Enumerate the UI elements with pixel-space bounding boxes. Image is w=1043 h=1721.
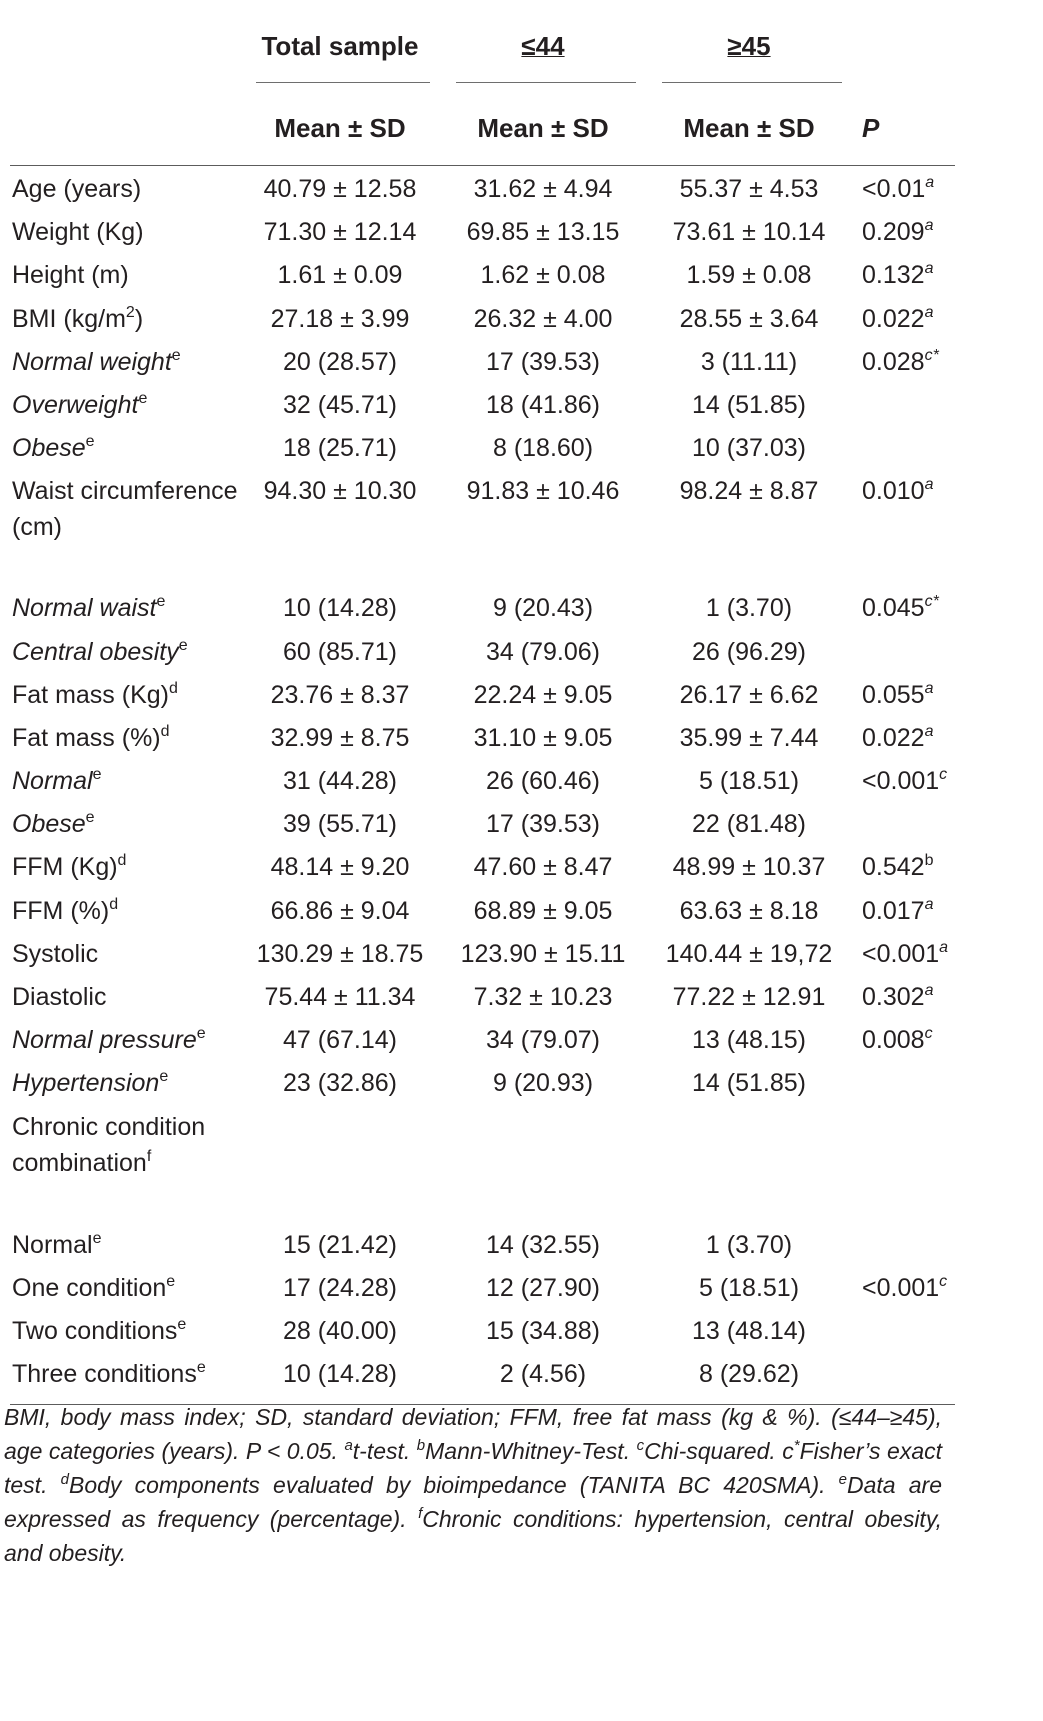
cell-g2: 48.99 ± 10.37 — [672, 853, 826, 882]
cell-p-value — [852, 801, 955, 844]
row-label — [10, 425, 240, 468]
cell-g1: 47.60 ± 8.47 — [473, 853, 613, 882]
cell-g2: 5 (18.51) — [698, 767, 800, 796]
cell-total: 10 (14.28) — [283, 594, 397, 623]
footnote-sup: d — [60, 1471, 69, 1488]
col-total-mean-sd: Mean ± SD — [274, 112, 406, 143]
cell-g1: 69.85 ± 13.15 — [466, 218, 620, 247]
footnote-sup: * — [793, 1437, 800, 1454]
row-label — [10, 974, 240, 1017]
row-label — [10, 468, 240, 585]
cell-p-value — [852, 1017, 955, 1060]
row-label-text: Normal — [12, 1230, 93, 1259]
row-label-text: Age (years) — [12, 175, 142, 203]
cell-p-value — [852, 209, 955, 252]
cell-p-value — [852, 339, 955, 382]
row-label-sup: d — [109, 895, 119, 913]
cell-p-value — [852, 1060, 955, 1103]
group-rule-row — [10, 74, 955, 91]
row-label-text: Waist circumference (cm) — [12, 477, 238, 542]
row-label-text: Normal pressure — [12, 1026, 197, 1055]
row-label-sup: d — [117, 852, 127, 870]
cell-p-value — [852, 758, 955, 801]
p-value-sup: c — [924, 1025, 933, 1043]
cell-total: 15 (21.42) — [283, 1230, 397, 1259]
cell-p-value — [852, 425, 955, 468]
row-label-text: Two conditions — [12, 1316, 178, 1345]
row-label-sup: d — [160, 722, 170, 740]
table-row — [10, 1017, 955, 1060]
cell-g1: 34 (79.07) — [486, 1026, 600, 1055]
table-row — [10, 844, 955, 887]
row-label-text: Overweight — [12, 390, 139, 419]
cell-p-value — [852, 1104, 955, 1222]
p-value-text: 0.008 — [862, 1026, 925, 1055]
cell-total: 60 (85.71) — [283, 637, 397, 666]
cell-g2: 14 (51.85) — [692, 1069, 806, 1098]
row-label-text: Obese — [12, 434, 86, 463]
row-label-sup: e — [177, 1315, 187, 1333]
cell-g2: 13 (48.15) — [692, 1026, 806, 1055]
p-value-sup: a — [924, 722, 934, 740]
p-value-text: <0.001 — [862, 1273, 940, 1302]
row-label — [10, 339, 240, 382]
table-row — [10, 715, 955, 758]
cell-g2: 26 (96.29) — [692, 637, 806, 666]
cell-total: 20 (28.57) — [283, 347, 397, 376]
row-label-sup: e — [178, 636, 188, 654]
footnote-text: BMI, body mass index; SD, standard deviation; FFM, free fat mass (kg & %). (≤44–≥45), age categories (years). P < 0.05. — [4, 1404, 942, 1464]
p-value-text: 0.010 — [862, 477, 925, 506]
p-value-sup: c — [939, 766, 948, 784]
row-label — [10, 209, 240, 252]
cell-p-value — [852, 468, 955, 585]
cell-g1: 9 (20.93) — [492, 1069, 594, 1098]
p-value-text: 0.022 — [862, 723, 925, 752]
cell-p-value — [852, 252, 955, 295]
table-row — [10, 585, 955, 628]
row-label-text: Diastolic — [12, 983, 107, 1011]
cell-total: 71.30 ± 12.14 — [263, 218, 417, 247]
row-label — [10, 629, 240, 672]
cell-g2: 5 (18.51) — [698, 1273, 800, 1302]
table-row — [10, 1351, 955, 1394]
footnote-text: Data are expressed as frequency (percentage). — [4, 1472, 943, 1532]
p-value-sup: a — [924, 982, 934, 999]
row-label-sup: e — [156, 593, 166, 611]
row-label-sup: e — [196, 1025, 206, 1043]
cell-g2: 73.61 ± 10.14 — [672, 218, 826, 247]
p-value-sup: a — [939, 938, 949, 956]
table-row — [10, 801, 955, 844]
cell-g1: 15 (34.88) — [486, 1316, 600, 1345]
table-row — [10, 382, 955, 425]
cell-g2: 63.63 ± 8.18 — [679, 896, 819, 925]
cell-total: 23 (32.86) — [283, 1069, 397, 1098]
row-label — [10, 166, 240, 209]
group-divider — [456, 82, 636, 83]
cell-g1: 31.10 ± 9.05 — [473, 723, 613, 752]
table-row — [10, 1222, 955, 1265]
empty-header-cell — [10, 18, 240, 74]
cell-p-value — [852, 974, 955, 1017]
cell-g1: 22.24 ± 9.05 — [473, 680, 613, 709]
row-label — [10, 672, 240, 715]
cell-g2: 1 (3.70) — [705, 1230, 793, 1259]
table-row — [10, 166, 955, 209]
group-age-ge45: ≥45 — [727, 30, 771, 61]
row-label — [10, 1265, 240, 1308]
row-label — [10, 1104, 240, 1222]
cell-total — [240, 1104, 440, 1222]
p-value-text: 0.132 — [862, 261, 925, 290]
cell-total: 130.29 ± 18.75 — [256, 939, 424, 968]
p-value-sup: a — [924, 217, 934, 235]
row-label-text: Hypertension — [12, 1069, 160, 1098]
row-label-text: Chronic condition combination — [12, 1112, 206, 1177]
p-value-sup: c* — [924, 593, 939, 611]
cell-g2: 8 (29.62) — [698, 1360, 800, 1389]
cell-g2: 35.99 ± 7.44 — [679, 723, 819, 752]
cell-p-value — [852, 672, 955, 715]
cell-total: 39 (55.71) — [283, 810, 397, 839]
cell-g1: 34 (79.06) — [486, 637, 600, 666]
cell-g2: 14 (51.85) — [692, 390, 806, 419]
col-le44-mean-sd: Mean ± SD — [477, 112, 609, 143]
cell-total: 17 (24.28) — [283, 1273, 397, 1302]
table-row — [10, 425, 955, 468]
cell-g1: 12 (27.90) — [486, 1273, 600, 1302]
row-label-text: Weight (Kg) — [12, 218, 144, 247]
group-age-le44: ≤44 — [521, 30, 565, 61]
cell-p-value — [852, 931, 955, 974]
col-p-value: P — [862, 112, 880, 143]
table-row — [10, 1265, 955, 1308]
cell-g1: 14 (32.55) — [486, 1230, 600, 1259]
cell-g2: 55.37 ± 4.53 — [679, 175, 819, 203]
row-label-text: Systolic — [12, 939, 99, 968]
row-label-sup: e — [85, 809, 95, 827]
cell-g2: 22 (81.48) — [692, 810, 806, 839]
row-label-sup: e — [166, 1272, 176, 1290]
row-label — [10, 382, 240, 425]
p-value-text: <0.01 — [862, 175, 926, 203]
p-value-text: 0.022 — [862, 304, 925, 333]
table-row — [10, 1060, 955, 1103]
p-value-sup: b — [924, 852, 934, 870]
cell-total: 40.79 ± 12.58 — [263, 175, 417, 203]
cell-g1: 17 (39.53) — [486, 347, 600, 376]
row-label-sup: e — [159, 1068, 169, 1086]
footnote-text: Chi-squared. c — [644, 1438, 794, 1464]
cell-total: 32 (45.71) — [283, 390, 397, 419]
p-value-text: 0.028 — [862, 347, 925, 376]
p-value-text: <0.001 — [862, 767, 940, 796]
results-table — [10, 18, 955, 1405]
p-value-text: 0.209 — [862, 218, 925, 247]
cell-g2 — [646, 1104, 852, 1222]
group-divider — [662, 82, 842, 83]
p-value-sup: a — [925, 174, 935, 191]
col-ge45-mean-sd: Mean ± SD — [683, 112, 815, 143]
table-row — [10, 629, 955, 672]
table-row — [10, 672, 955, 715]
cell-g1: 68.89 ± 9.05 — [473, 896, 613, 925]
cell-g1: 9 (20.43) — [492, 594, 594, 623]
row-label — [10, 296, 240, 339]
footnote-sup: c — [636, 1437, 645, 1454]
table-row — [10, 468, 955, 585]
row-label-tail: ) — [134, 304, 144, 333]
column-header-row — [10, 91, 955, 166]
p-value-sup: a — [924, 476, 934, 494]
cell-g1: 8 (18.60) — [492, 434, 594, 463]
table-row — [10, 296, 955, 339]
cell-total: 66.86 ± 9.04 — [270, 896, 410, 925]
table-row — [10, 252, 955, 295]
row-label — [10, 1308, 240, 1351]
table-footnote — [4, 1400, 942, 1570]
row-label-sup: 2 — [125, 303, 135, 321]
row-label — [10, 801, 240, 844]
footnote-text: t-test. — [352, 1438, 417, 1464]
cell-total: 32.99 ± 8.75 — [270, 723, 410, 752]
p-value-sup: c — [939, 1272, 948, 1290]
cell-g2: 13 (48.14) — [692, 1316, 806, 1345]
p-value-sup: a — [924, 895, 934, 913]
cell-g2: 77.22 ± 12.91 — [672, 983, 826, 1011]
cell-p-value — [852, 585, 955, 628]
cell-g2: 1 (3.70) — [705, 594, 793, 623]
table-row — [10, 209, 955, 252]
cell-g2: 28.55 ± 3.64 — [679, 304, 819, 333]
row-label-sup: e — [138, 389, 148, 407]
footnote-sup: b — [416, 1437, 426, 1454]
cell-g2: 1.59 ± 0.08 — [686, 261, 812, 290]
cell-p-value — [852, 888, 955, 931]
p-value-text: 0.542 — [862, 853, 925, 882]
row-label — [10, 715, 240, 758]
row-label — [10, 1351, 240, 1394]
footnote-text: Fisher’s exact test. — [4, 1438, 943, 1498]
p-value-sup: a — [924, 260, 934, 278]
table-row — [10, 931, 955, 974]
table-row — [10, 888, 955, 931]
row-label-text: FFM (%) — [12, 896, 110, 925]
group-total-sample: Total sample — [261, 30, 419, 61]
cell-total: 75.44 ± 11.34 — [264, 983, 416, 1011]
row-label-sup: e — [92, 1229, 102, 1247]
cell-g1 — [440, 1104, 646, 1222]
row-label-text: Normal — [12, 767, 93, 796]
cell-p-value — [852, 629, 955, 672]
cell-g1: 31.62 ± 4.94 — [473, 175, 613, 203]
footnote-sup: f — [418, 1505, 423, 1522]
cell-p-value — [852, 1222, 955, 1265]
row-label-text: Obese — [12, 810, 86, 839]
row-label — [10, 252, 240, 295]
p-value-sup: c* — [924, 346, 939, 364]
cell-p-value — [852, 844, 955, 887]
row-label — [10, 758, 240, 801]
table-row — [10, 758, 955, 801]
row-label-sup: e — [92, 766, 102, 784]
row-label-sup: d — [168, 679, 178, 697]
cell-g1: 91.83 ± 10.46 — [466, 477, 620, 506]
cell-g2: 98.24 ± 8.87 — [679, 477, 819, 506]
p-value-sup: a — [924, 679, 934, 697]
table-row — [10, 339, 955, 382]
row-label — [10, 1060, 240, 1103]
cell-p-value — [852, 715, 955, 758]
footnote-text: Chronic conditions: hypertension, central obesity, and obesity. — [4, 1506, 942, 1566]
cell-g2: 3 (11.11) — [700, 347, 798, 376]
p-value-text: 0.017 — [862, 896, 925, 925]
cell-total: 18 (25.71) — [283, 434, 397, 463]
cell-total: 27.18 ± 3.99 — [270, 304, 410, 333]
row-label-sup: e — [196, 1359, 206, 1377]
row-label-text: FFM (Kg) — [12, 853, 118, 882]
cell-total: 94.30 ± 10.30 — [263, 477, 417, 506]
cell-g1: 26 (60.46) — [486, 767, 600, 796]
cell-g1: 26.32 ± 4.00 — [473, 304, 613, 333]
cell-g1: 17 (39.53) — [486, 810, 600, 839]
row-label — [10, 1017, 240, 1060]
row-label-text: Fat mass (%) — [12, 723, 161, 752]
row-label — [10, 1222, 240, 1265]
cell-total: 48.14 ± 9.20 — [270, 853, 410, 882]
cell-total: 1.61 ± 0.09 — [277, 261, 403, 290]
group-header-row — [10, 18, 955, 74]
footnote-sup: a — [344, 1437, 353, 1454]
cell-total: 28 (40.00) — [283, 1316, 397, 1345]
row-label-text: Height (m) — [12, 261, 129, 290]
cell-total: 10 (14.28) — [283, 1360, 397, 1389]
cell-p-value — [852, 382, 955, 425]
table-row — [10, 1104, 955, 1222]
cell-p-value — [852, 1351, 955, 1394]
row-label-text: Normal waist — [12, 594, 157, 623]
cell-g2: 10 (37.03) — [692, 434, 806, 463]
cell-g1: 1.62 ± 0.08 — [480, 261, 606, 290]
cell-g1: 2 (4.56) — [499, 1360, 587, 1389]
cell-g1: 7.32 ± 10.23 — [473, 983, 613, 1011]
row-label — [10, 844, 240, 887]
group-divider — [256, 82, 430, 83]
p-value-text: 0.055 — [862, 680, 925, 709]
row-label-text: Three conditions — [12, 1360, 197, 1389]
table-row — [10, 1308, 955, 1351]
cell-p-value — [852, 1265, 955, 1308]
cell-total: 31 (44.28) — [283, 767, 397, 796]
p-value-sup: a — [924, 303, 934, 321]
row-label — [10, 931, 240, 974]
footnote-text: Body components evaluated by bioimpedance (TANITA BC 420SMA). — [68, 1472, 839, 1498]
cell-p-value — [852, 296, 955, 339]
table-body — [10, 166, 955, 1405]
table-row — [10, 974, 955, 1017]
row-label-text: Fat mass (Kg) — [12, 680, 169, 709]
cell-g2: 140.44 ± 19,72 — [665, 939, 833, 968]
cell-g2: 26.17 ± 6.62 — [679, 680, 819, 709]
p-value-text: 0.045 — [862, 594, 925, 623]
row-label — [10, 888, 240, 931]
cell-total: 23.76 ± 8.37 — [270, 680, 410, 709]
row-label — [10, 585, 240, 628]
cell-g1: 18 (41.86) — [486, 390, 600, 419]
row-label-text: Normal weight — [12, 347, 172, 376]
cell-p-value — [852, 1308, 955, 1351]
row-label-sup: e — [171, 346, 181, 364]
row-label-sup: f — [146, 1147, 152, 1165]
footnote-sup: e — [838, 1471, 848, 1488]
cell-total: 47 (67.14) — [283, 1026, 397, 1055]
cell-g1: 123.90 ± 15.11 — [460, 939, 626, 968]
footnote-text: Mann-Whitney-Test. — [425, 1438, 637, 1464]
row-label-sup: e — [85, 433, 95, 451]
p-value-text: <0.001 — [862, 939, 940, 968]
row-label-text: Central obesity — [12, 637, 179, 666]
cell-p-value — [852, 166, 955, 209]
row-label-text: BMI (kg/m — [12, 304, 126, 333]
row-label-text: One condition — [12, 1273, 167, 1302]
p-value-text: 0.302 — [862, 983, 925, 1011]
